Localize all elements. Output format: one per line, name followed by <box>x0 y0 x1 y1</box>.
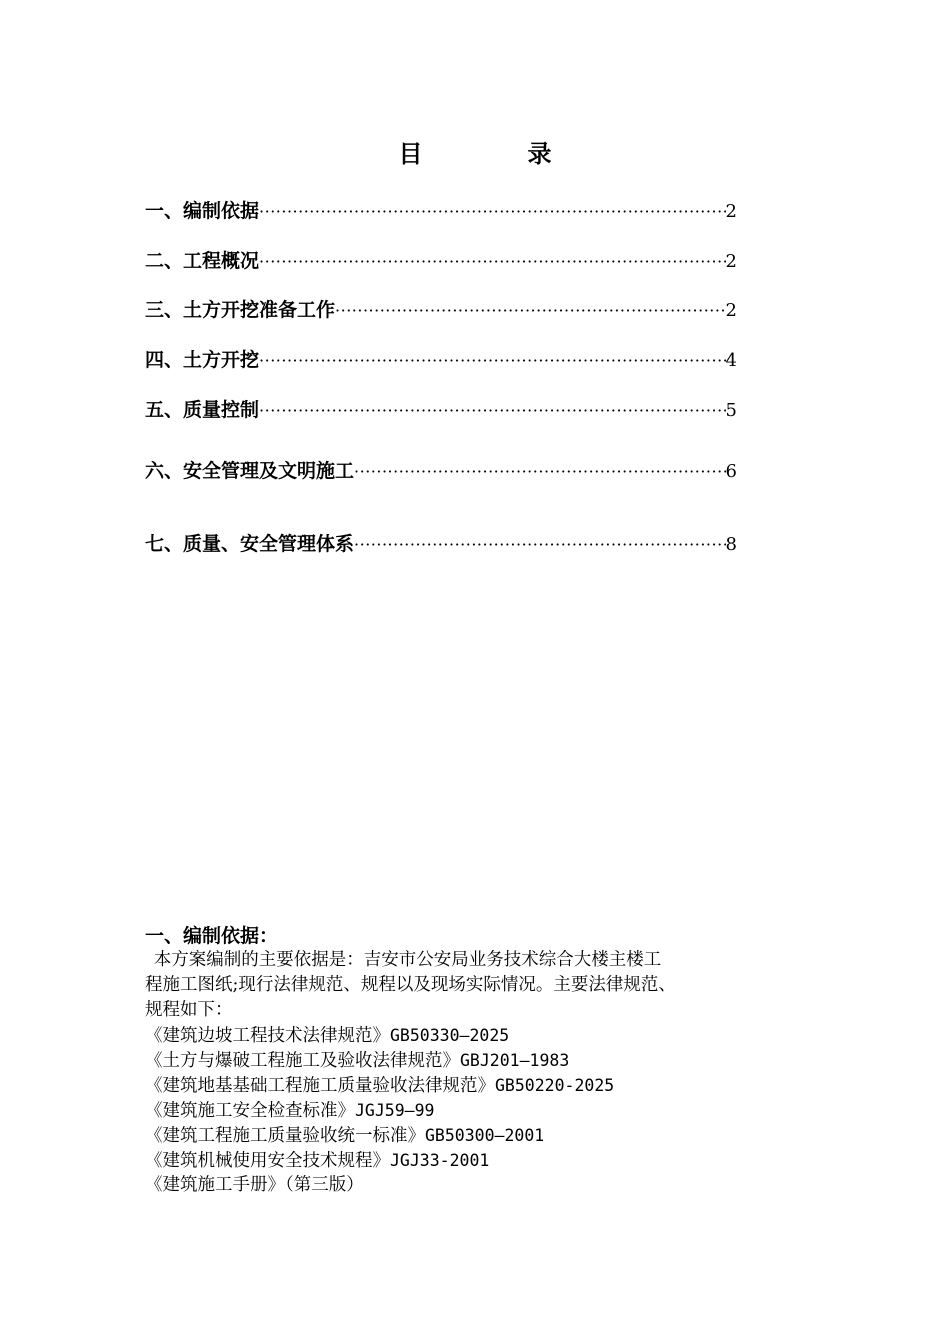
toc-entry-label: 七、质量、安全管理体系 <box>145 533 355 555</box>
reference-code: GB50300—2001 <box>425 1126 545 1145</box>
reference-title: 《建筑施工安全检查标准》 <box>145 1101 355 1121</box>
toc-title <box>0 134 950 169</box>
reference-code: GB50330—2025 <box>390 1026 510 1045</box>
reference-code: GBJ201—1983 <box>460 1051 570 1070</box>
toc-leader <box>259 248 726 276</box>
toc-entry[interactable] <box>145 396 737 424</box>
toc-entry[interactable] <box>145 296 737 324</box>
toc-entry[interactable] <box>145 197 737 225</box>
reference-title: 《土方与爆破工程施工及验收法律规范》 <box>145 1051 460 1071</box>
reference-title: 《建筑工程施工质量验收统一标准》 <box>145 1126 425 1146</box>
toc-page-number: 2 <box>725 251 737 272</box>
toc-page-number: 8 <box>725 534 737 555</box>
toc-entry-label: 一、编制依据 <box>145 200 260 222</box>
toc-leader <box>259 198 726 226</box>
reference-code: JGJ59—99 <box>355 1101 435 1120</box>
paragraph-line: 规程如下： <box>145 1000 233 1020</box>
toc-page-number: 2 <box>725 300 737 321</box>
section-heading: 一、编制依据： <box>145 925 279 947</box>
toc-leader <box>354 458 726 486</box>
toc-page-number: 6 <box>725 461 737 482</box>
toc-entry-label: 四、土方开挖 <box>145 349 260 371</box>
reference-code: JGJ33-2001 <box>390 1151 490 1170</box>
reference-title: 《建筑施工手册》 <box>145 1175 285 1195</box>
toc-page-number: 2 <box>725 201 737 222</box>
toc-entry[interactable] <box>145 457 737 485</box>
toc-entry[interactable] <box>145 530 737 558</box>
reference-item <box>145 1098 434 1124</box>
reference-code: GB50220-2025 <box>495 1076 615 1095</box>
reference-title: 《建筑地基基础工程施工质量验收法律规范》 <box>145 1076 495 1096</box>
toc-entry-label: 二、工程概况 <box>145 250 260 272</box>
toc-leader <box>335 297 726 325</box>
toc-leader <box>354 531 726 559</box>
toc-page-number: 4 <box>725 350 737 371</box>
paragraph-line: 程施工图纸;现行法律规范、规程以及现场实际情况。主要法律规范、 <box>145 975 676 995</box>
reference-code: （第三版） <box>285 1175 364 1195</box>
toc-entry[interactable] <box>145 346 737 374</box>
reference-item <box>145 1123 544 1149</box>
reference-item <box>145 1073 614 1099</box>
toc-title-char-1: 目 <box>398 140 423 168</box>
toc-entry[interactable] <box>145 247 737 275</box>
reference-item <box>145 1023 509 1049</box>
reference-item <box>145 1048 569 1074</box>
reference-title: 《建筑边坡工程技术法律规范》 <box>145 1026 390 1046</box>
toc-entry-label: 五、质量控制 <box>145 399 260 421</box>
reference-item <box>145 1148 489 1174</box>
reference-title: 《建筑机械使用安全技术规程》 <box>145 1151 390 1171</box>
toc-entry-label: 三、土方开挖准备工作 <box>145 299 336 321</box>
toc-title-char-2: 录 <box>527 140 552 168</box>
toc-page-number: 5 <box>725 400 737 421</box>
toc-leader <box>259 397 726 425</box>
paragraph-line: 本方案编制的主要依据是：吉安市公安局业务技术综合大楼主楼工 <box>153 950 662 970</box>
reference-item <box>145 1173 364 1198</box>
toc-leader <box>259 347 726 375</box>
toc-entry-label: 六、安全管理及文明施工 <box>145 460 355 482</box>
section-paragraph <box>145 948 835 1023</box>
